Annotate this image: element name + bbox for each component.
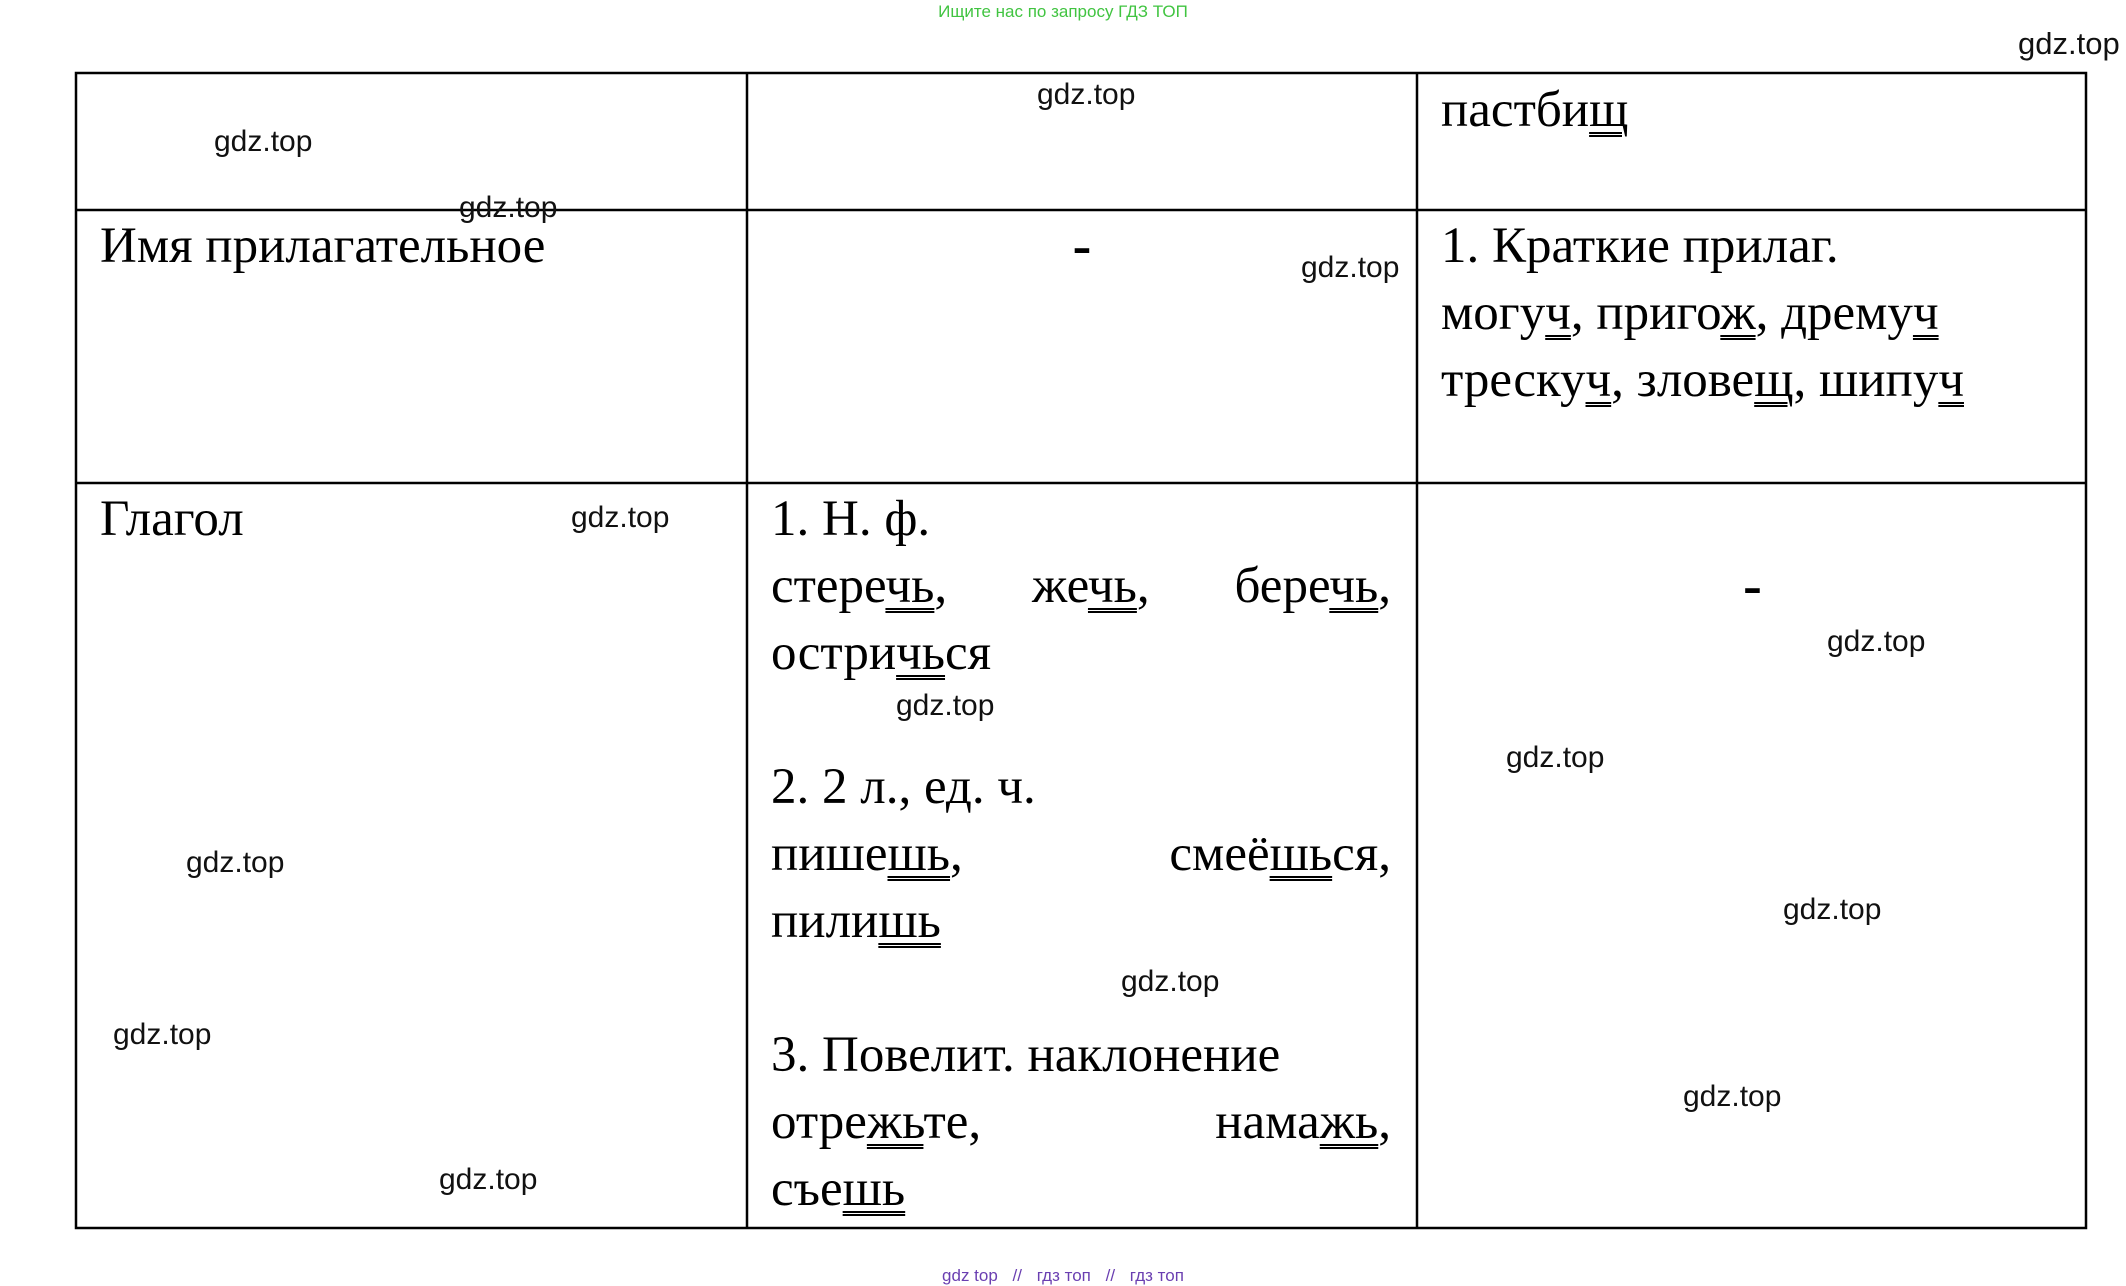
- second-person-line1: пишешь, смеёшься,: [771, 826, 1391, 882]
- imperative-line2: съешь: [771, 1161, 906, 1217]
- second-person-heading: 2. 2 л., ед. ч.: [771, 759, 1036, 815]
- watermark: gdz.top: [214, 125, 313, 158]
- row3-col3-cell: [1419, 553, 2086, 620]
- short-adjectives-heading: 1. Краткие прилаг.: [1441, 218, 1839, 274]
- infinitive-heading: 1. Н. ф.: [771, 491, 931, 547]
- footer-separator: //: [1012, 1266, 1022, 1285]
- watermark: gdz.top: [439, 1163, 538, 1196]
- second-person-line2: пилишь: [771, 893, 941, 949]
- footer-item[interactable]: гдз топ: [1129, 1266, 1184, 1285]
- watermark: gdz.top: [1301, 251, 1400, 284]
- word-pastbishch: пастбищ: [1441, 82, 1629, 138]
- part-of-speech-verb: Глагол: [100, 491, 244, 547]
- footer-links: [0, 1266, 2126, 1286]
- empty-dash: -: [1072, 215, 1092, 277]
- watermark: gdz.top: [1037, 78, 1136, 111]
- part-of-speech-adjective: Имя прилагательное: [100, 218, 546, 274]
- imperative-line1: отрежьте, намажь,: [771, 1094, 1391, 1150]
- watermark: gdz.top: [1783, 893, 1882, 926]
- imperative-heading: 3. Повелит. наклонение: [771, 1027, 1281, 1083]
- footer-separator: //: [1105, 1266, 1116, 1285]
- site-watermark-top-right: gdz.top: [2018, 26, 2120, 61]
- row3-col2-cell: [749, 486, 1415, 1223]
- watermark: gdz.top: [1506, 741, 1605, 774]
- search-hint: Ищите нас по запросу ГДЗ ТОП: [938, 2, 1188, 21]
- row2-col3-cell: [1419, 213, 2086, 414]
- watermark: gdz.top: [1683, 1080, 1782, 1113]
- watermark: gdz.top: [186, 846, 285, 879]
- row2-col1-cell: [78, 213, 745, 280]
- row1-col3-cell: [1419, 77, 2086, 144]
- infinitive-line1: стеречь, жечь, беречь,: [771, 558, 1391, 614]
- watermark: gdz.top: [459, 191, 558, 224]
- empty-dash: -: [1743, 555, 1762, 617]
- footer-item[interactable]: gdz top: [942, 1266, 998, 1285]
- watermark: gdz.top: [1121, 965, 1220, 998]
- short-adjectives-line2: трескуч, зловещ, шипуч: [1441, 352, 1964, 408]
- watermark: gdz.top: [896, 689, 995, 722]
- footer-item[interactable]: гдз топ: [1036, 1266, 1091, 1285]
- watermark: gdz.top: [571, 501, 670, 534]
- watermark: gdz.top: [1827, 625, 1926, 658]
- short-adjectives-line1: могуч, пригож, дремуч: [1441, 285, 1939, 341]
- infinitive-line2: остричься: [771, 625, 992, 681]
- watermark: gdz.top: [113, 1018, 212, 1051]
